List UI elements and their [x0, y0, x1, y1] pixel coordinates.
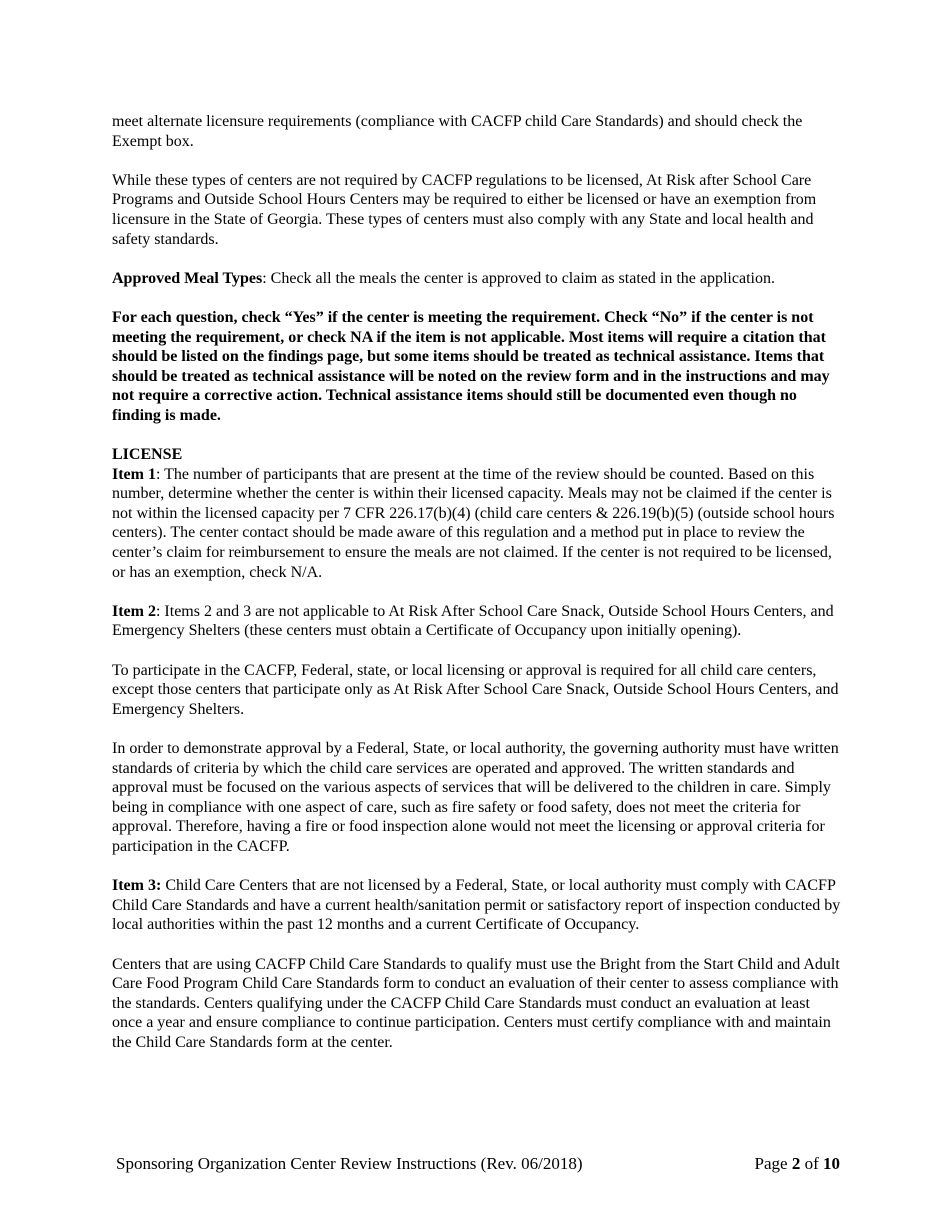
- item-1-text: : The number of participants that are present at the time of the review should be counted. Based on this number, determine whether the center is within their licensed capacity. Meals may not be claimed if the center is not within the licensed capacity per 7 CFR 226.17(b)(4) (child care centers & 226.19(b)(5) (outside school hours centers). The center contact should be made aware of this regulation and a method put in place to review the center’s claim for reimbursement to ensure the meals are not claimed. If the center is not required to be licensed, or has an exemption, check N/A.: [112, 465, 835, 581]
- item-3-text: Child Care Centers that are not licensed by a Federal, State, or local authority must comply with CACFP Child Care Standards and have a current health/sanitation permit or satisfactory report of inspection conducted by local authorities within the past 12 months and a current Certificate of Occupancy.: [112, 877, 841, 934]
- footer-page-of: of: [800, 1154, 823, 1173]
- item-2-label: Item 2: [112, 602, 156, 620]
- paragraph-participate: To participate in the CACFP, Federal, state, or local licensing or approval is required for all child care centers, except those centers that participate only as At Risk After School Care Snack, Outside School Hours Centers, and Emergency Shelters.: [112, 661, 839, 718]
- paragraph-approved-meal-types: [112, 269, 844, 289]
- section-heading-license: LICENSE: [112, 446, 183, 464]
- paragraph-item-2: [112, 602, 844, 641]
- paragraph-instructions-bold: For each question, check “Yes” if the center is meeting the requirement. Check “No” if the center is not meeting the requirement, or check NA if the item is not applicable. Most items will require a citation that should be listed on the findings page, but some items should be treated as technical assistance. Items that should be treated as technical assistance will be noted on the review form and in the instructions and may not require a corrective action. Technical assistance items should still be documented even though no finding is made.: [112, 308, 830, 424]
- footer-document-title: Sponsoring Organization Center Review Instructions (Rev. 06/2018): [116, 1154, 583, 1173]
- paragraph-item-1: [112, 465, 844, 583]
- item-3-label: Item 3:: [112, 877, 162, 895]
- footer-page-number: [755, 1153, 840, 1175]
- approved-meal-types-text: : Check all the meals the center is approved to claim as stated in the application.: [262, 269, 775, 287]
- paragraph-demonstrate-approval: In order to demonstrate approval by a Federal, State, or local authority, the governing authority must have written standards of criteria by which the child care services are operated and approved. The written standards and approval must be focused on the various aspects of services that will be delivered to the children in care. Simply being in compliance with one aspect of care, such as fire safety or food safety, does not meet the criteria for approval. Therefore, having a fire or food inspection alone would not meet the licensing or approval criteria for participation in the CACFP.: [112, 740, 839, 855]
- page-footer: [116, 1153, 840, 1175]
- paragraph-child-care-standards: Centers that are using CACFP Child Care Standards to qualify must use the Bright from the Start Child and Adult Care Food Program Child Care Standards form to conduct an evaluation of their center to assess compliance with the standards. Centers qualifying under the CACFP Child Care Standards must conduct an evaluation at least once a year and ensure compliance to continue participation. Centers must certify compliance with and maintain the Child Care Standards form at the center.: [112, 955, 840, 1051]
- document-body: [112, 112, 844, 1072]
- paragraph-exempt-continuation: meet alternate licensure requirements (compliance with CACFP child Care Standards) and should check the Exempt box.: [112, 113, 803, 150]
- item-1-label: Item 1: [112, 465, 156, 483]
- paragraph-item-3: [112, 876, 844, 935]
- approved-meal-types-label: Approved Meal Types: [112, 269, 263, 287]
- footer-page-word: Page: [754, 1154, 792, 1173]
- footer-page-current: 2: [791, 1154, 801, 1173]
- paragraph-licensing-exemption: While these types of centers are not required by CACFP regulations to be licensed, At Risk after School Care Programs and Outside School Hours Centers may be required to either be licensed or have an exemption from licensure in the State of Georgia. These types of centers must also comply with any State and local health and safety standards.: [112, 171, 817, 248]
- footer-page-total: 10: [823, 1154, 840, 1173]
- item-2-text: : Items 2 and 3 are not applicable to At Risk After School Care Snack, Outside School Hours Centers, and Emergency Shelters (these centers must obtain a Certificate of Occupancy upon initially opening).: [112, 602, 834, 640]
